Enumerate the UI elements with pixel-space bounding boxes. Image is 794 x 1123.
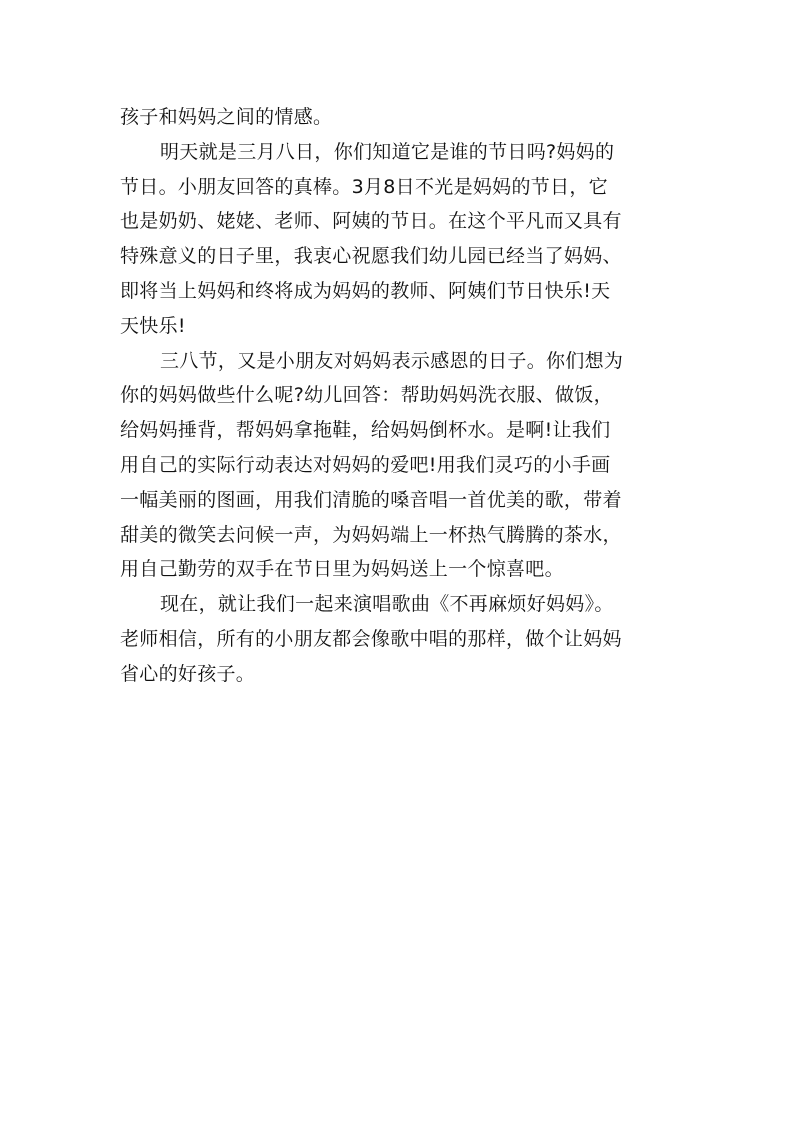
text-line: 给妈妈捶背，帮妈妈拿拖鞋，给妈妈倒杯水。是啊!让我们 [120, 419, 611, 442]
paragraph-4 [120, 587, 686, 691]
text-line: 三八节，又是小朋友对妈妈表示感恩的日子。你们想为 [160, 349, 624, 372]
text-line: 节日。小朋友回答的真棒。3月8日不光是妈妈的节日，它 [120, 175, 608, 198]
text-line: 孩子和妈妈之间的情感。 [120, 106, 333, 128]
paragraph-1 [120, 100, 686, 135]
text-line: 老师相信，所有的小朋友都会像歌中唱的那样，做个让妈妈 [120, 627, 622, 650]
text-line: 甜美的微笑去问候一声，为妈妈端上一杯热气腾腾的茶水， [120, 523, 622, 546]
text-line: 也是奶奶、姥姥、老师、阿姨的节日。在这个平凡而又具有 [120, 210, 622, 233]
text-line: 天快乐! [120, 314, 186, 337]
text-line: 你的妈妈做些什么呢?幼儿回答：帮助妈妈洗衣服、做饭， [120, 384, 613, 407]
text-line: 特殊意义的日子里，我衷心祝愿我们幼儿园已经当了妈妈、 [120, 245, 622, 268]
paragraph-3 [120, 344, 686, 588]
text-line: 明天就是三月八日，你们知道它是谁的节日吗?妈妈的 [160, 140, 615, 163]
text-line: 用自己勤劳的双手在节日里为妈妈送上一个惊喜吧。 [120, 558, 564, 581]
paragraph-2 [120, 135, 686, 344]
text-line: 用自己的实际行动表达对妈妈的爱吧!用我们灵巧的小手画 [120, 453, 611, 476]
document-body [120, 100, 686, 692]
text-line: 现在，就让我们一起来演唱歌曲《不再麻烦好妈妈》。 [160, 593, 614, 616]
text-line: 一幅美丽的图画，用我们清脆的嗓音唱一首优美的歌，带着 [120, 488, 622, 511]
text-line: 即将当上妈妈和终将成为妈妈的教师、阿姨们节日快乐!天 [120, 279, 611, 302]
text-line: 省心的好孩子。 [120, 662, 256, 685]
